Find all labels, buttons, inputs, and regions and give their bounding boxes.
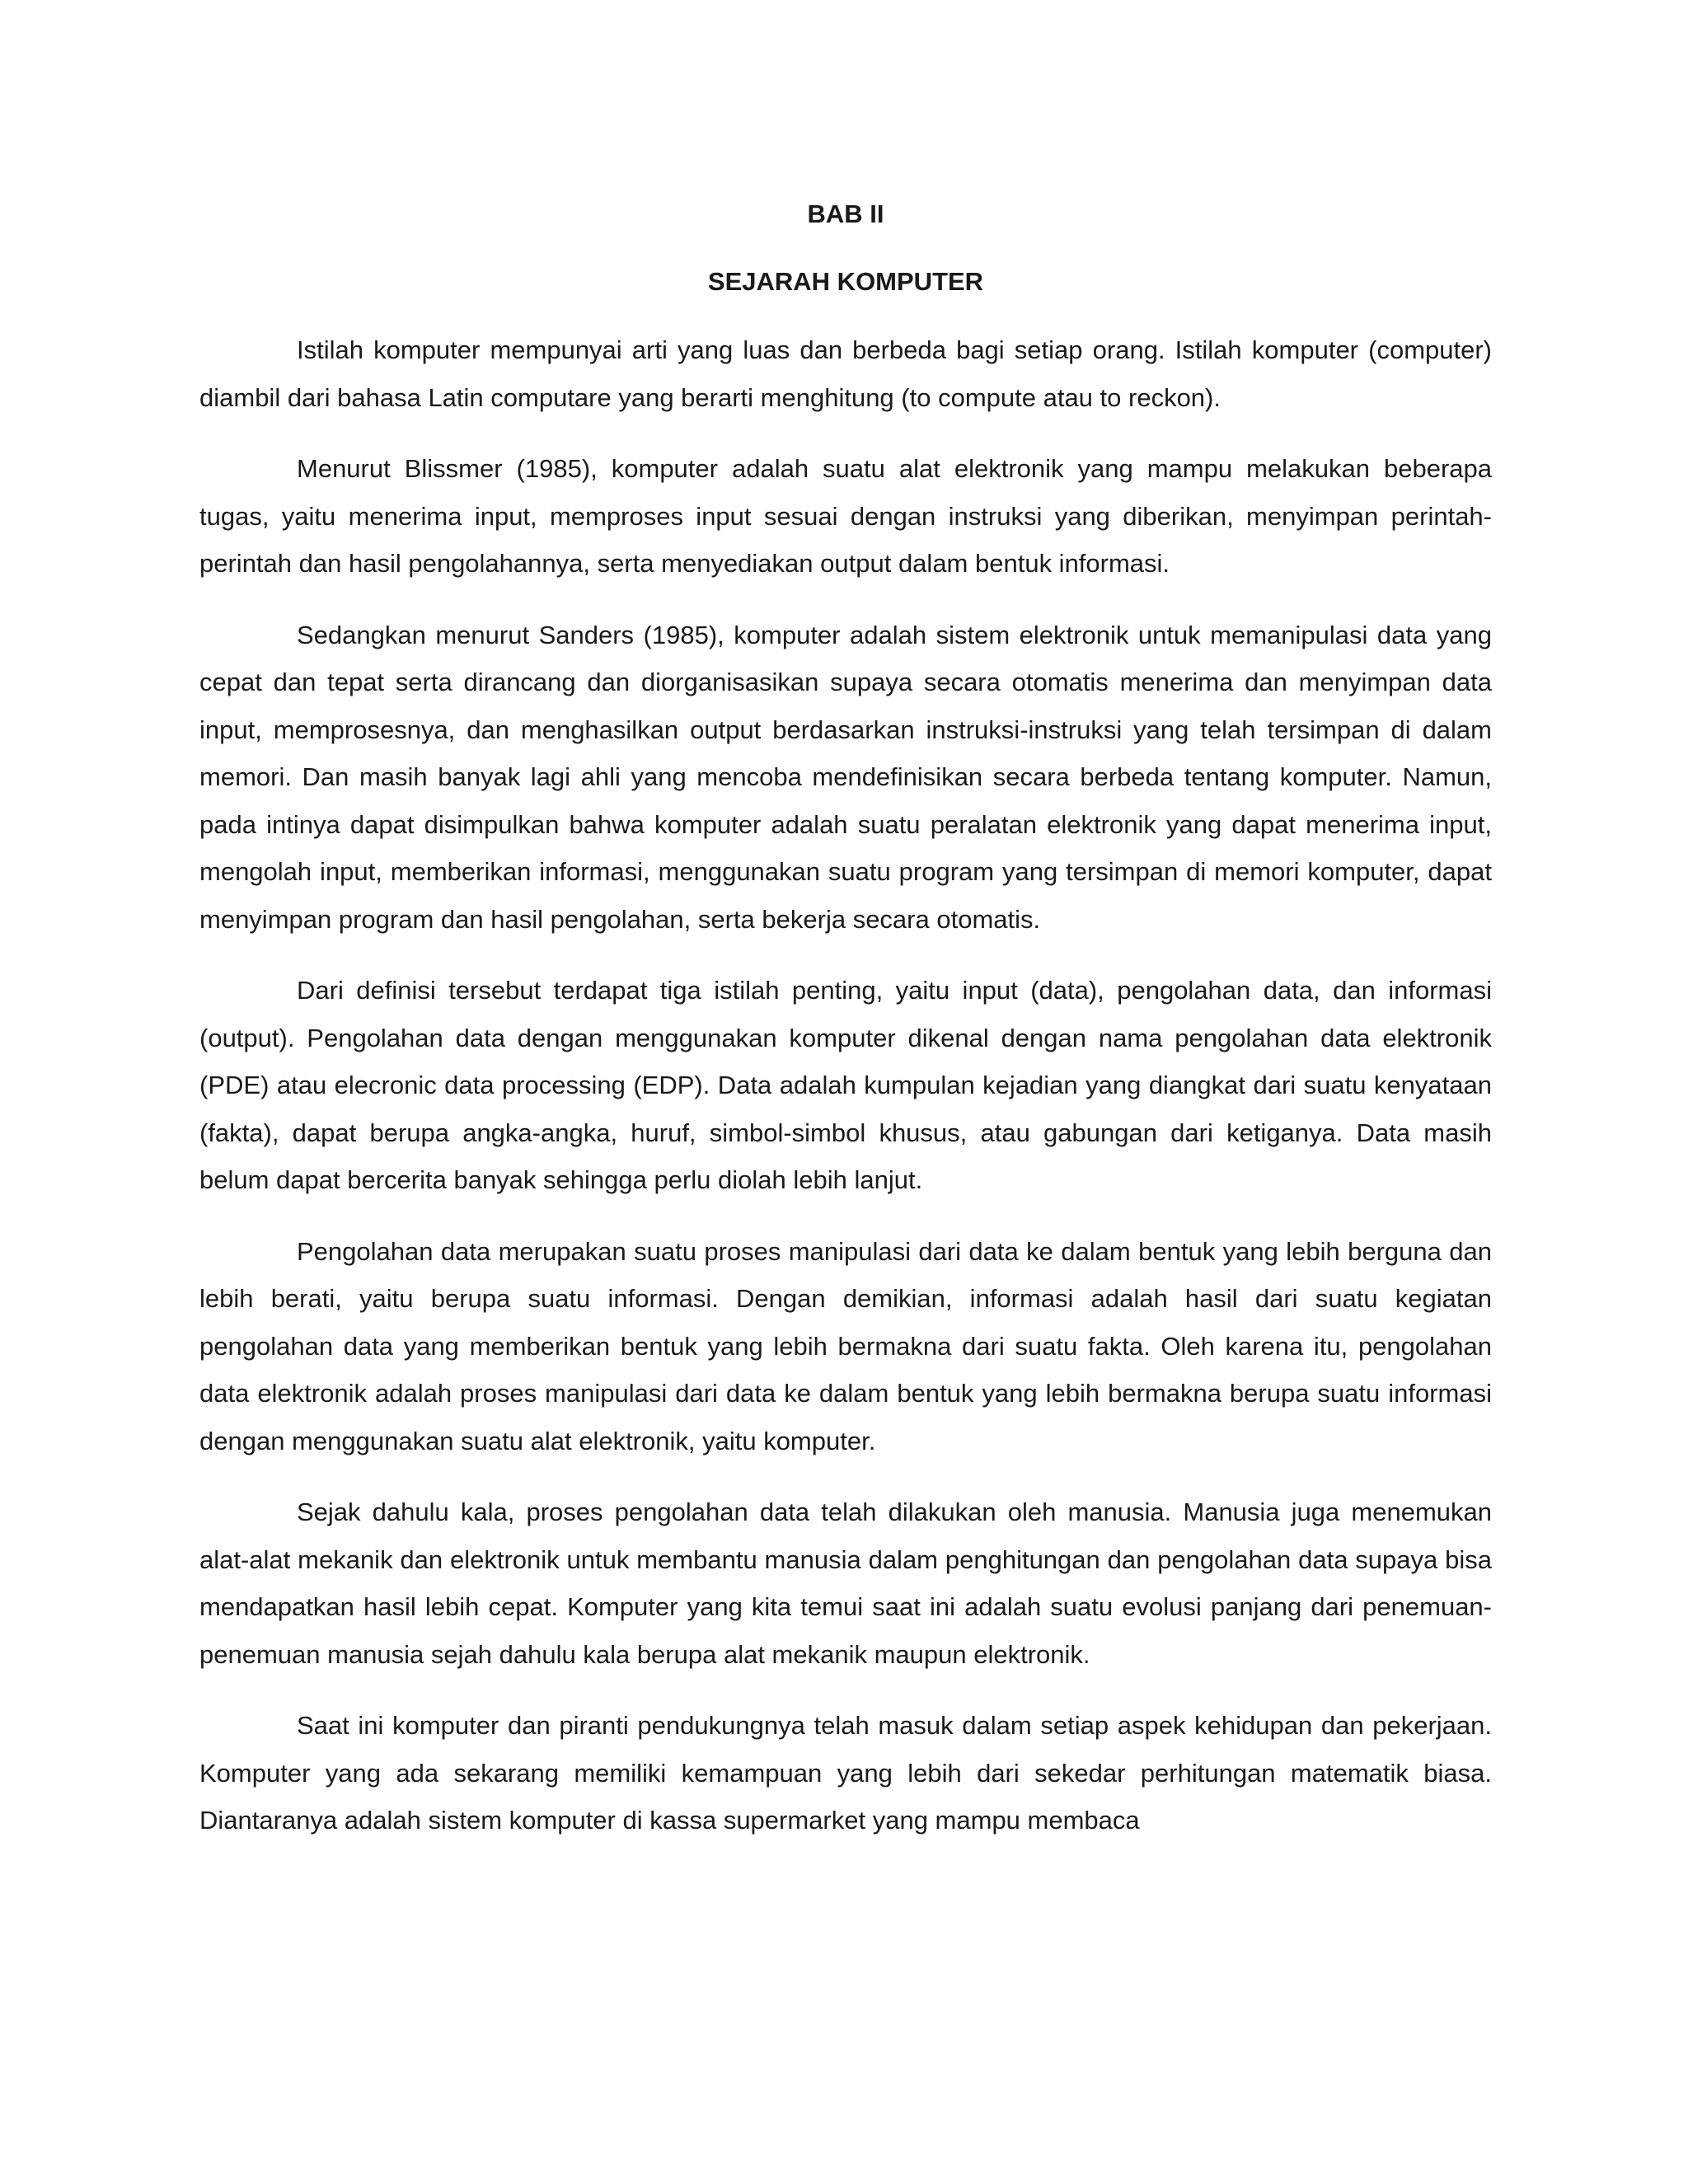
page-content bbox=[199, 191, 1492, 1844]
paragraph-3: Sedangkan menurut Sanders (1985), komputer adalah sistem elektronik untuk memanipulasi data yang cepat dan tepat serta dirancang dan diorganisasikan supaya secara otomatis menerima dan menyimpan data input, memprosesnya, dan menghasilkan output berdasarkan instruksi-instruksi yang telah tersimpan di dalam memori. Dan masih banyak lagi ahli yang mencoba mendefinisikan secara berbeda tentang komputer. Namun, pada intinya dapat disimpulkan bahwa komputer adalah suatu peralatan elektronik yang dapat menerima input, mengolah input, memberikan informasi, menggunakan suatu program yang tersimpan di memori komputer, dapat menyimpan program dan hasil pengolahan, serta bekerja secara otomatis. bbox=[199, 620, 1492, 934]
paragraph-1: Istilah komputer mempunyai arti yang luas dan berbeda bagi setiap orang. Istilah komputer (computer) diambil dari bahasa Latin computare yang berarti menghitung (to compute atau to reckon). bbox=[199, 335, 1492, 412]
paragraph-7: Saat ini komputer dan piranti pendukungnya telah masuk dalam setiap aspek kehidupan dan pekerjaan. Komputer yang ada sekarang memiliki kemampuan yang lebih dari sekedar perhitungan matematik biasa. Diantaranya adalah sistem komputer di kassa supermarket yang mampu membaca bbox=[199, 1711, 1492, 1835]
chapter-label: BAB II bbox=[807, 199, 884, 228]
chapter-title: SEJARAH KOMPUTER bbox=[707, 267, 984, 296]
paragraph-4: Dari definisi tersebut terdapat tiga istilah penting, yaitu input (data), pengolahan data, dan informasi (output). Pengolahan data dengan menggunakan komputer dikenal dengan nama pengolahan data elektronik (PDE) atau elecronic data processing (EDP). Data adalah kumpulan kejadian yang diangkat dari suatu kenyataan (fakta), dapat berupa angka-angka, huruf, simbol-simbol khusus, atau gabungan dari ketiganya. Data masih belum dapat bercerita banyak sehingga perlu diolah lebih lanjut. bbox=[199, 976, 1492, 1194]
paragraph-6: Sejak dahulu kala, proses pengolahan data telah dilakukan oleh manusia. Manusia juga menemukan alat-alat mekanik dan elektronik untuk membantu manusia dalam penghitungan dan pengolahan data supaya bisa mendapatkan hasil lebih cepat. Komputer yang kita temui saat ini adalah suatu evolusi panjang dari penemuan-penemuan manusia sejah dahulu kala berupa alat mekanik maupun elektronik. bbox=[199, 1497, 1492, 1669]
paragraph-2: Menurut Blissmer (1985), komputer adalah suatu alat elektronik yang mampu melakukan beberapa tugas, yaitu menerima input, memproses input sesuai dengan instruksi yang diberikan, menyimpan perintah-perintah dan hasil pengolahannya, serta menyediakan output dalam bentuk informasi. bbox=[199, 454, 1492, 578]
paragraph-5: Pengolahan data merupakan suatu proses manipulasi dari data ke dalam bentuk yang lebih berguna dan lebih berati, yaitu berupa suatu informasi. Dengan demikian, informasi adalah hasil dari suatu kegiatan pengolahan data yang memberikan bentuk yang lebih bermakna dari suatu fakta. Oleh karena itu, pengolahan data elektronik adalah proses manipulasi dari data ke dalam bentuk yang lebih bermakna berupa suatu informasi dengan menggunakan suatu alat elektronik, yaitu komputer. bbox=[199, 1236, 1492, 1455]
body-text bbox=[199, 326, 1492, 1844]
